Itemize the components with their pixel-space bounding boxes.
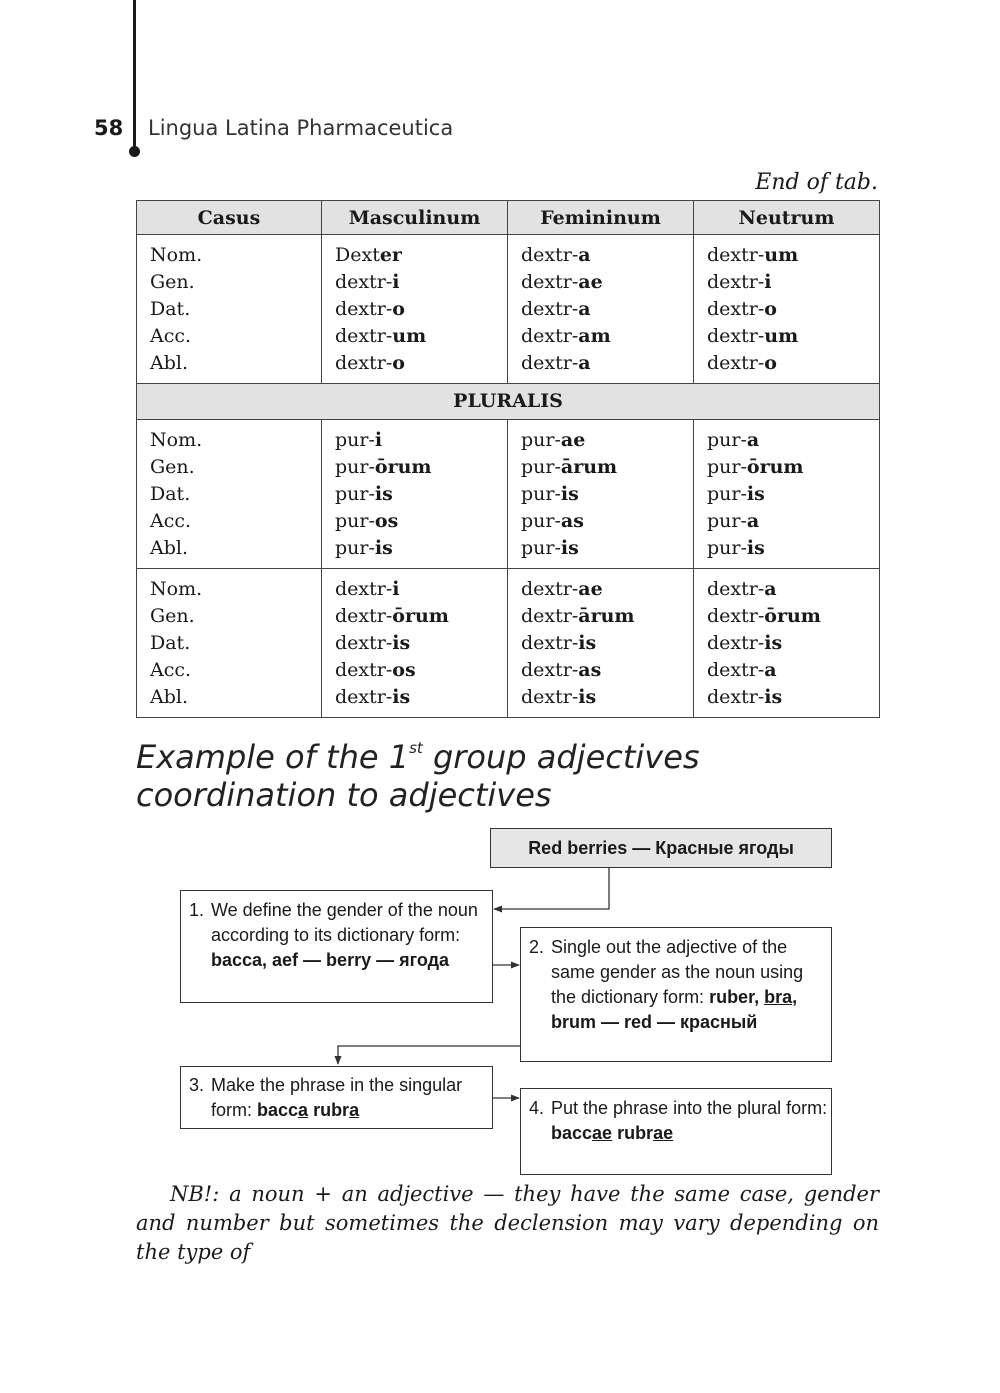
word-form: dextr-is <box>521 686 597 708</box>
section-heading-line-2: coordination to adjectives <box>136 776 552 814</box>
ending: a <box>746 510 760 532</box>
word-form: dextr-a <box>521 352 591 374</box>
step-text: Put the phrase into the plural form: <box>551 1098 828 1118</box>
diagram-title-box: Red berries — Красные ягоды <box>490 828 832 868</box>
ending: is <box>560 483 579 505</box>
ending: i <box>764 271 772 293</box>
femininum-cell <box>508 420 694 569</box>
word-form: pur-as <box>521 510 584 532</box>
word-form: dextr-is <box>707 686 783 708</box>
ending: as <box>578 659 602 681</box>
margin-dot <box>129 146 140 157</box>
arrow-step-2-to-step-3 <box>338 1046 520 1064</box>
word-form: dextr-is <box>335 632 411 654</box>
ending: ōrum <box>392 605 449 627</box>
table-row <box>137 235 880 384</box>
femininum-cell <box>508 235 694 384</box>
case-label: Nom. <box>150 244 203 266</box>
step-number: 2. <box>529 937 545 957</box>
case-label: Gen. <box>150 456 195 478</box>
ending: i <box>374 429 383 451</box>
word-form: pur-i <box>335 429 383 451</box>
neutrum-cell <box>694 420 880 569</box>
step-number: 1. <box>189 900 205 920</box>
ending: is <box>746 483 765 505</box>
column-header-casus: Casus <box>137 201 322 235</box>
word-form: dextr-as <box>521 659 602 681</box>
ending: ae <box>578 271 603 293</box>
femininum-cell <box>508 569 694 718</box>
ending: i <box>392 578 400 600</box>
declension-table <box>136 200 880 718</box>
table-row <box>137 569 880 718</box>
table-row <box>137 420 880 569</box>
case-label: Dat. <box>150 298 191 320</box>
pluralis-label: PLURALIS <box>137 384 880 420</box>
word-form: dextr-um <box>707 244 799 266</box>
cases-cell <box>137 569 322 718</box>
word-form: dextr-um <box>335 325 427 347</box>
cases-cell <box>137 235 322 384</box>
neutrum-cell <box>694 569 880 718</box>
word-form: pur-ārum <box>521 456 618 478</box>
word-form: pur-is <box>335 483 393 505</box>
case-label: Acc. <box>150 510 192 532</box>
word-form: pur-is <box>335 537 393 559</box>
ending: is <box>392 686 411 708</box>
ending: is <box>374 537 393 559</box>
ending: ārum <box>578 605 635 627</box>
word-form: dextr-ārum <box>521 605 635 627</box>
word-form: pur-is <box>521 537 579 559</box>
column-header-neutrum: Neutrum <box>694 201 880 235</box>
nb-note: NB!: a noun + an adjective — they have the same case, gender and number but sometimes the declension may vary depending on the type of <box>136 1182 879 1264</box>
ending: a <box>578 298 591 320</box>
masculinum-cell <box>322 235 508 384</box>
cases-cell <box>137 420 322 569</box>
case-label: Abl. <box>150 352 188 374</box>
arrow-top-to-step-1 <box>494 868 609 909</box>
word-form: Dexter <box>335 244 402 266</box>
page-number: 58 <box>94 116 124 140</box>
ending: um <box>764 244 799 266</box>
word-form: dextr-a <box>707 659 777 681</box>
step-text: Make the phrase in the singular form: <box>211 1075 463 1120</box>
ending: i <box>392 271 400 293</box>
word-form: dextr-ae <box>521 578 603 600</box>
ending: ōrum <box>374 456 432 478</box>
step-example: bacca, aef — berry — ягода <box>211 950 450 970</box>
case-label: Dat. <box>150 483 191 505</box>
step-example: bacca rubra <box>257 1100 360 1120</box>
ending: a <box>764 659 777 681</box>
case-label: Nom. <box>150 429 203 451</box>
ending: os <box>392 659 416 681</box>
word-form: pur-is <box>521 483 579 505</box>
case-label: Gen. <box>150 605 195 627</box>
section-heading-line-1: Example of the 1st group adjectives <box>136 738 700 776</box>
case-label: Gen. <box>150 271 195 293</box>
word-form: dextr-a <box>521 298 591 320</box>
ending: a <box>746 429 760 451</box>
step-2-box <box>520 927 832 1062</box>
ending: ōrum <box>764 605 821 627</box>
case-label: Abl. <box>150 537 188 559</box>
step-example: ruber, bra, brum — red — красный <box>551 987 798 1032</box>
word-form: dextr-ōrum <box>707 605 821 627</box>
word-form: dextr-is <box>707 632 783 654</box>
ending: as <box>560 510 584 532</box>
ending: um <box>764 325 799 347</box>
case-label: Dat. <box>150 632 191 654</box>
word-form: pur-is <box>707 537 765 559</box>
word-form: dextr-is <box>335 686 411 708</box>
margin-rule <box>133 0 136 150</box>
ending: o <box>392 298 405 320</box>
step-4-box <box>520 1088 832 1175</box>
ending: o <box>764 352 777 374</box>
ending: ārum <box>560 456 618 478</box>
section-heading <box>136 738 700 814</box>
step-example: baccae rubrae <box>551 1123 674 1143</box>
ending: is <box>392 632 411 654</box>
word-form: pur-ōrum <box>335 456 432 478</box>
word-form: pur-a <box>707 429 760 451</box>
word-form: dextr-i <box>707 271 772 293</box>
table-header-row <box>137 201 880 235</box>
word-form: dextr-i <box>335 578 400 600</box>
ending: ae <box>560 429 586 451</box>
step-text: Single out the adjective of the same gender as the noun using the dictionary form: <box>551 937 804 1007</box>
neutrum-cell <box>694 235 880 384</box>
ending: am <box>578 325 611 347</box>
step-1-box <box>180 890 493 1003</box>
ending: o <box>392 352 405 374</box>
ending: ōrum <box>746 456 804 478</box>
ending: is <box>578 686 597 708</box>
ending: is <box>746 537 765 559</box>
step-text: We define the gender of the noun according to its dictionary form: <box>211 900 478 945</box>
column-header-femininum: Femininum <box>508 201 694 235</box>
word-form: dextr-i <box>335 271 400 293</box>
case-label: Abl. <box>150 686 188 708</box>
table-continuation-note: End of tab. <box>755 170 878 195</box>
word-form: dextr-ae <box>521 271 603 293</box>
word-form: dextr-a <box>521 244 591 266</box>
case-label: Acc. <box>150 325 192 347</box>
word-form: pur-is <box>707 483 765 505</box>
case-label: Acc. <box>150 659 192 681</box>
ending: o <box>764 298 777 320</box>
ending: ae <box>578 578 603 600</box>
word-form: pur-a <box>707 510 760 532</box>
word-form: pur-ōrum <box>707 456 804 478</box>
ending: a <box>578 352 591 374</box>
step-number: 3. <box>189 1075 205 1095</box>
column-header-masculinum: Masculinum <box>322 201 508 235</box>
word-form: dextr-os <box>335 659 416 681</box>
word-form: dextr-is <box>521 632 597 654</box>
word-form: dextr-um <box>707 325 799 347</box>
step-number: 4. <box>529 1098 545 1118</box>
masculinum-cell <box>322 569 508 718</box>
masculinum-cell <box>322 420 508 569</box>
step-3-box <box>180 1066 493 1129</box>
word-form: dextr-o <box>335 352 405 374</box>
word-form: dextr-am <box>521 325 611 347</box>
word-form: pur-os <box>335 510 399 532</box>
ending: a <box>578 244 591 266</box>
ending: is <box>374 483 393 505</box>
ending: is <box>764 686 783 708</box>
pluralis-band-row <box>137 384 880 420</box>
ending: is <box>764 632 783 654</box>
word-form: pur-ae <box>521 429 586 451</box>
word-form: dextr-o <box>707 298 777 320</box>
case-label: Nom. <box>150 578 203 600</box>
book-title: Lingua Latina Pharmaceutica <box>148 116 454 140</box>
ending: er <box>379 244 402 266</box>
ending: is <box>560 537 579 559</box>
word-form: dextr-o <box>335 298 405 320</box>
ending: os <box>374 510 399 532</box>
word-form: dextr-o <box>707 352 777 374</box>
word-form: dextr-ōrum <box>335 605 449 627</box>
word-form: dextr-a <box>707 578 777 600</box>
ending: is <box>578 632 597 654</box>
ending: a <box>764 578 777 600</box>
ending: um <box>392 325 427 347</box>
